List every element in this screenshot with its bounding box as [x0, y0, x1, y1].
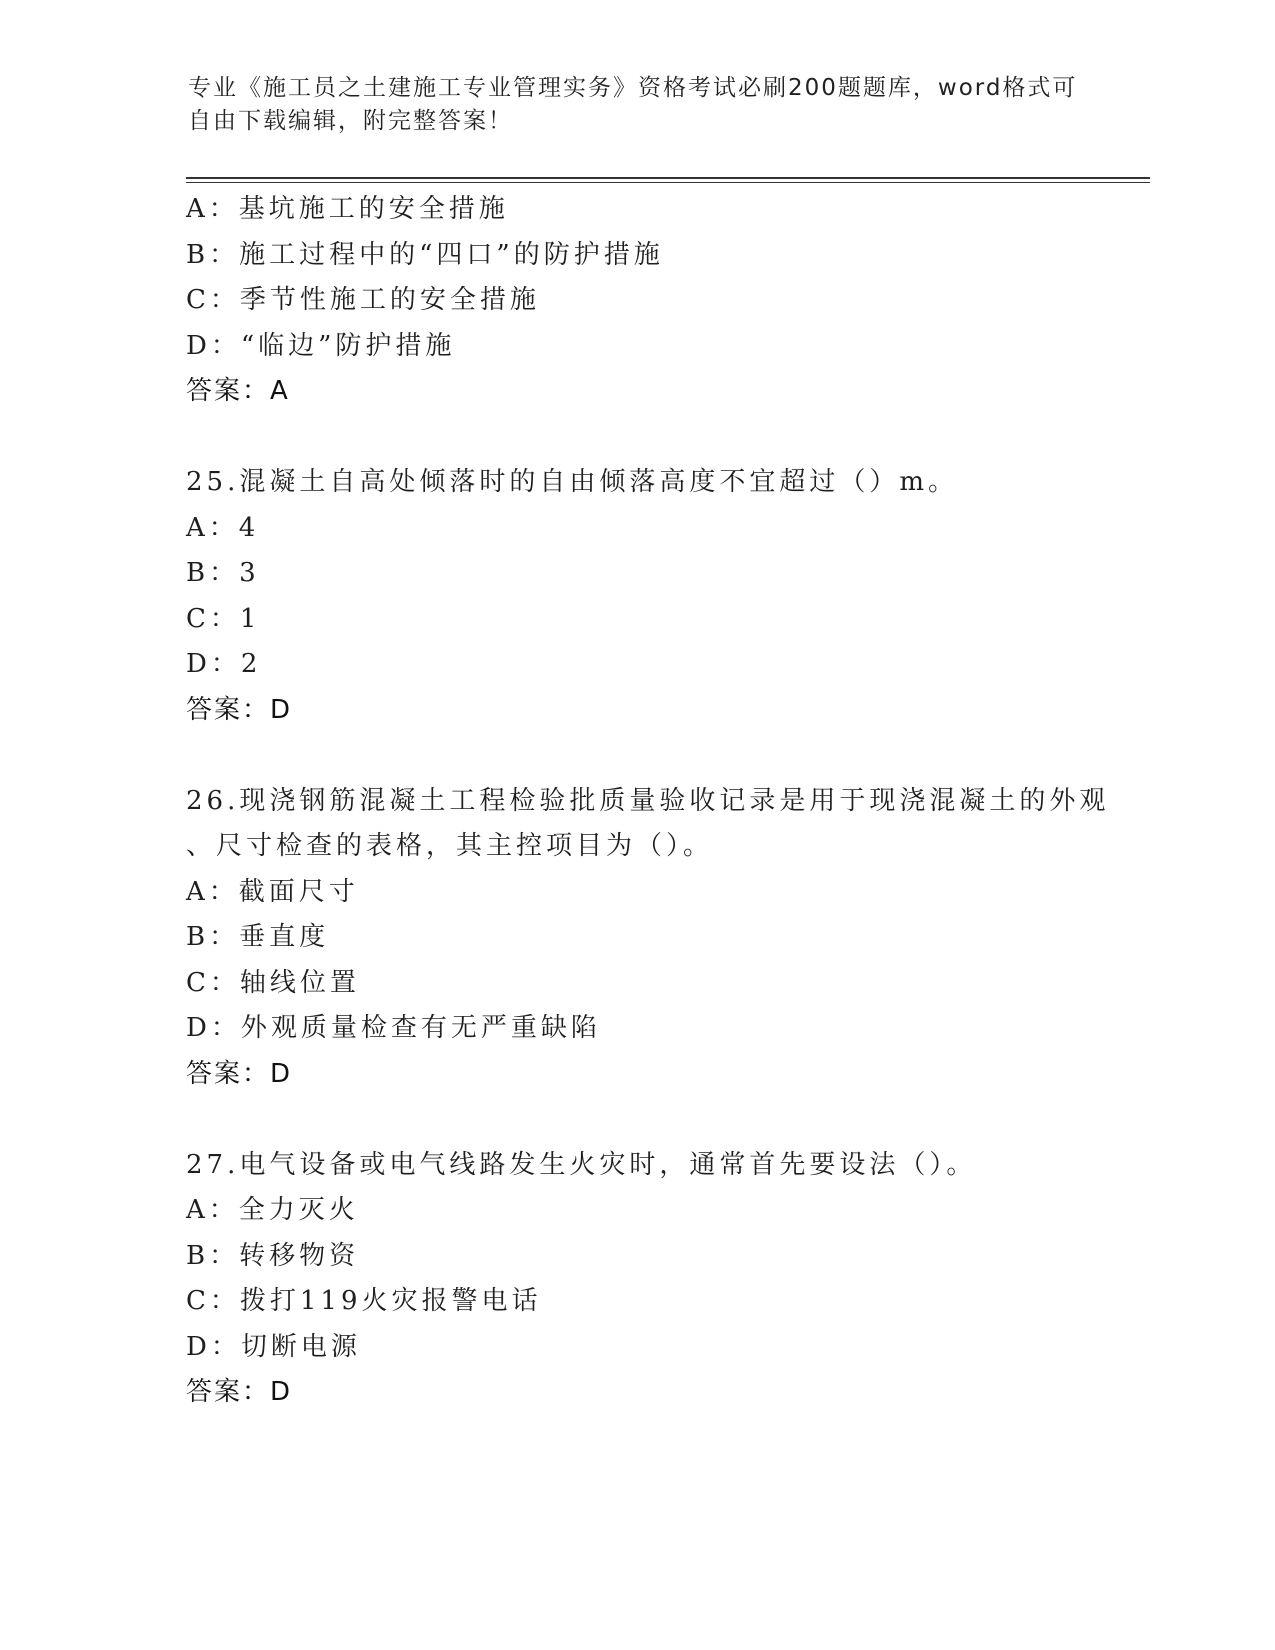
- spacer: [186, 733, 1116, 779]
- spacer: [186, 415, 1116, 461]
- option-d: D：“临边”防护措施: [186, 330, 456, 361]
- header-title-line-1: 专业《施工员之土建施工专业管理实务》资格考试必刷200题题库，word格式可: [188, 75, 1078, 101]
- option-d: D：切断电源: [186, 1331, 361, 1362]
- option-b: B：3: [186, 558, 260, 588]
- question-stem-line-2: 、尺寸检查的表格，其主控项目为（）。: [186, 831, 714, 861]
- header-title-line-2: 自由下载编辑，附完整答案！: [188, 108, 513, 134]
- document-header: [188, 72, 1078, 138]
- answer-label: 答案：A: [186, 376, 290, 406]
- header-divider-thin: [186, 182, 1150, 183]
- option-b: B：垂直度: [186, 922, 330, 952]
- question-block-25: [186, 460, 1116, 733]
- option-c: C：轴线位置: [186, 967, 360, 998]
- option-b: B：转移物资: [186, 1240, 360, 1271]
- option-b: B：施工过程中的“四口”的防护措施: [186, 239, 664, 270]
- option-c: C：拨打119火灾报警电话: [186, 1286, 542, 1316]
- header-divider-thick: [186, 177, 1150, 179]
- option-d: D：2: [186, 649, 262, 679]
- question-block-24: [186, 187, 1116, 415]
- option-a: A：4: [186, 512, 260, 543]
- option-a: A：全力灭火: [186, 1195, 359, 1225]
- option-c: C：季节性施工的安全措施: [186, 285, 540, 315]
- question-block-27: [186, 1143, 1116, 1416]
- option-d: D：外观质量检查有无严重缺陷: [186, 1013, 601, 1043]
- answer-label: 答案：D: [186, 1058, 293, 1089]
- option-a: A：截面尺寸: [186, 876, 359, 907]
- answer-label: 答案：D: [186, 1377, 293, 1407]
- question-list: [186, 187, 1116, 1416]
- option-c: C：1: [186, 603, 261, 634]
- spacer: [186, 1097, 1116, 1143]
- question-block-26: [186, 779, 1116, 1098]
- question-stem-line-1: 26.现浇钢筋混凝土工程检验批质量验收记录是用于现浇混凝土的外观: [186, 785, 1110, 816]
- option-a: A：基坑施工的安全措施: [186, 194, 509, 224]
- question-stem: 27.电气设备或电气线路发生火灾时，通常首先要设法（）。: [186, 1149, 977, 1180]
- question-stem: 25.混凝土自高处倾落时的自由倾落高度不宜超过（）m。: [186, 467, 959, 497]
- answer-label: 答案：D: [186, 694, 293, 725]
